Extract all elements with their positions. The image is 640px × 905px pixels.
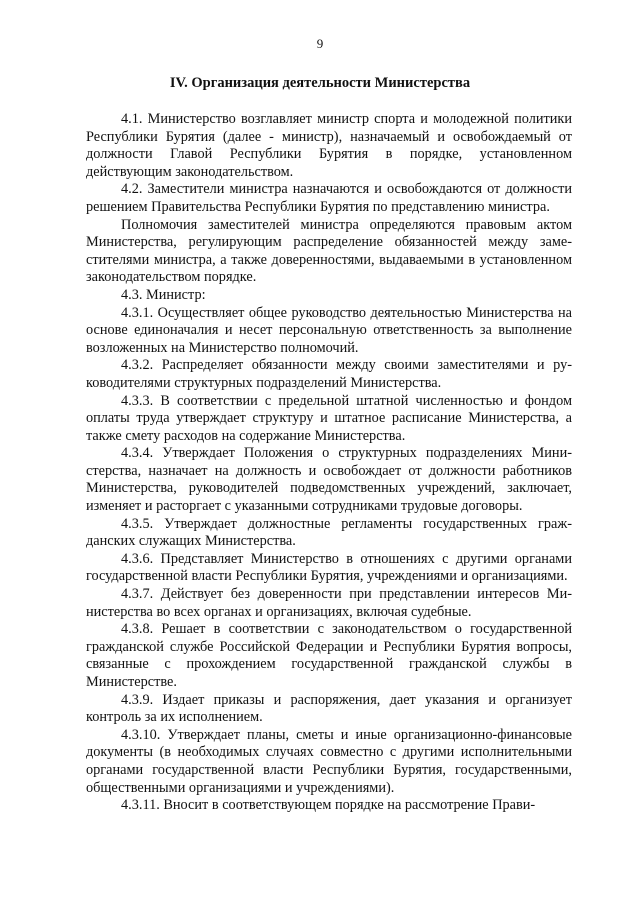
paragraph-4-3-5: 4.3.5. Утверждает должностные регламенты государственных гражданских служащих Министерства.	[86, 515, 572, 550]
paragraph-4-3-4: 4.3.4. Утверждает Положения о структурных подразделениях Министерства, назначает на должность и освобождает от должности работников Министерства, руководителей подведомственных учреждений, заключает, изменяет и расторгает с указанными сотрудниками трудовые договоры.	[86, 445, 572, 515]
paragraph-4-2: 4.2. Заместители министра назначаются и освобождаются от должности решением Правительства Республики Бурятия по представлению министра.	[86, 181, 572, 215]
paragraph-4-3-2: 4.3.2. Распределяет обязанности между своими заместителями и руководителями структурных подразделений Министерства.	[86, 357, 572, 391]
section-title: IV. Организация деятельности Министерства	[169, 75, 471, 91]
paragraph-4-3-3: 4.3.3. В соответствии с предельной штатной численностью и фондом оплаты труда утверждает структуру и штатное расписание Министерства, а также смету расходов на содержание Министерства.	[86, 392, 572, 444]
paragraph-4-1: 4.1. Министерство возглавляет министр спорта и молодежной политики Республики Бурятия (далее - министр), назначаемый и освобождаемый от должности Главой Республики Бурятия в порядке, установленном действующим законодательством.	[86, 111, 572, 180]
paragraph-4-3-11: 4.3.11. Вносит в соответствующем порядке на рассмотрение Прави-	[121, 797, 536, 814]
page-number: 9	[316, 36, 324, 51]
paragraph-4-3-8: 4.3.8. Решает в соответствии с законодательством о государственной гражданской службе Российской Федерации и Республики Бурятия вопросы, связанные с прохождением государственной гражданской службы в Министерстве.	[86, 621, 572, 690]
paragraph-4-3-6: 4.3.6. Представляет Министерство в отношениях с другими органами государственной власти Республики Бурятия, учреждениями и организациями.	[86, 550, 572, 585]
paragraph-4-3: 4.3. Министр:	[121, 286, 206, 303]
paragraph-4-3-7: 4.3.7. Действует без доверенности при представлении интересов Министерства во всех органах и организациях, включая судебные.	[86, 586, 572, 620]
paragraph-4-3-1: 4.3.1. Осуществляет общее руководство деятельностью Министерства на основе единоначалия и несет персональную ответственность за выполнение возложенных на Министерство полномочий.	[86, 304, 572, 356]
paragraph-4-3-10: 4.3.10. Утверждает планы, сметы и иные организационно-финансовые документы (в необходимых случаях совместно с другими исполнительными органами государственной власти Республики Бурятия, государственными, общественными организациями и учреждениями).	[86, 726, 572, 796]
paragraph-deputy-powers: Полномочия заместителей министра определяются правовым актом Министерства, регулирующим распределение обязанностей между заместителями министра, а также доверенностями, выдаваемыми в установленном законодательством порядке.	[86, 216, 572, 286]
document-body	[86, 111, 572, 815]
paragraph-4-3-9: 4.3.9. Издает приказы и распоряжения, дает указания и организует контроль за их исполнением.	[86, 691, 572, 726]
